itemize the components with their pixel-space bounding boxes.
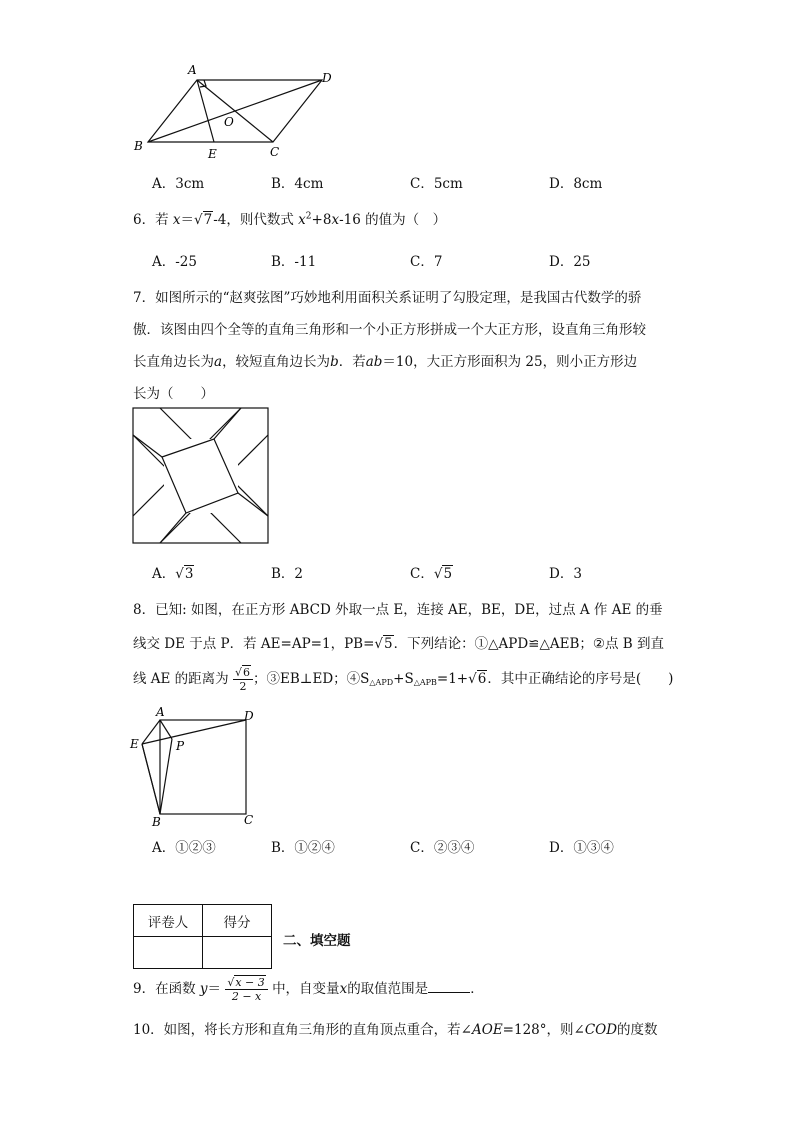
q7-option-a-label: A． [152, 566, 176, 582]
score-table-grader-cell[interactable] [134, 937, 203, 969]
q8-l2-b: ．下列结论：①△APD≌△AEB；②点 B 到直 [393, 636, 664, 652]
q5-option-b[interactable]: B．4cm [271, 176, 324, 192]
q7-option-c-label: C． [410, 566, 434, 582]
q6-equals: ＝ [180, 212, 195, 228]
segment-pb [160, 739, 172, 814]
q8-l2-a: 线交 DE 于点 P．若 AE=AP=1，PB= [133, 636, 375, 652]
q8-option-c[interactable]: C．②③④ [410, 840, 475, 856]
q9-equals: ＝ [207, 981, 222, 998]
q6-expr-rest: +8 [311, 212, 332, 228]
q8-option-d[interactable]: D．①③④ [549, 840, 614, 856]
q7-option-a[interactable]: A．√3 [152, 566, 194, 582]
q8-frac-den: 2 [239, 680, 247, 694]
q7-line-3 [133, 350, 637, 370]
label-c: C [270, 145, 280, 159]
q8-l3-c: +S [393, 671, 414, 688]
q10-post: 的度数 [617, 1022, 658, 1038]
q7-option-d[interactable]: D．3 [549, 566, 582, 582]
q8-l3-d: =1+ [436, 671, 469, 688]
q7-l3-c: ．若 [338, 354, 366, 370]
q8-sub-apd: △APD [369, 678, 394, 688]
leg-2 [214, 408, 241, 439]
q8-l3-b: ；③EB⊥ED；④S [253, 671, 370, 688]
q9-frac-num: x − 3 [235, 976, 265, 989]
q8-l3-a: 线 AE 的距离为 [133, 671, 229, 688]
leg-1 [133, 435, 162, 457]
q8-square-figure [128, 706, 263, 828]
q5-option-d[interactable]: D．8cm [549, 176, 603, 192]
q7-var-ab: ab [365, 354, 383, 370]
q10-stem [133, 1018, 658, 1038]
q9-end: ． [470, 981, 484, 998]
q9-pre: 9．在函数 [133, 981, 196, 998]
q8-l3-root: 6 [477, 671, 487, 688]
q9-answer-blank[interactable] [428, 980, 470, 993]
q7-option-c[interactable]: C．√5 [410, 566, 453, 582]
q9-mid: 中，自变量 [272, 981, 340, 998]
q6-stem [133, 208, 446, 228]
label-c: C [244, 813, 254, 827]
q8-fraction: $\frac{√6}{2}$ [233, 666, 253, 693]
q8-option-a[interactable]: A．①②③ [152, 840, 216, 856]
q6-sqrt-symbol: √ [194, 212, 203, 228]
label-a: A [188, 63, 197, 77]
q6-after-root: -4，则代数式 [213, 212, 294, 228]
leg-4 [160, 513, 186, 543]
q10-mid: =128°，则∠ [502, 1022, 585, 1038]
q7-option-c-root: 5 [443, 566, 453, 582]
q7-l3-d: ＝10，大正方形面积为 25，则小正方形边 [382, 354, 638, 370]
leg-3 [238, 493, 268, 516]
small-square-mask [164, 439, 238, 513]
q6-var-x: x [172, 212, 181, 228]
score-table-grader-header: 评卷人 [134, 905, 203, 937]
q5-parallelogram-figure [130, 62, 340, 162]
diagonal-ac [197, 80, 273, 142]
score-table-score-cell[interactable] [203, 937, 272, 969]
label-b: B [152, 815, 161, 828]
q8-sub-apb: △APB [413, 678, 437, 688]
q7-line-1: 7．如图所示的“赵爽弦图”巧妙地利用面积关系证明了勾股定理，是我国古代数学的骄 [133, 290, 642, 306]
q6-option-b[interactable]: B．-11 [271, 254, 317, 270]
score-table-score-header: 得分 [203, 905, 272, 937]
q9-stem [133, 976, 484, 1003]
q9-var-y: y [199, 981, 208, 998]
q6-radicand: 7 [203, 212, 213, 228]
label-b: B [134, 139, 143, 153]
q9-var-x: x [339, 981, 348, 998]
q7-var-a: a [214, 354, 223, 370]
q9-post: 的取值范围是 [347, 981, 429, 998]
q7-l3-b: ，较短直角边长为 [222, 354, 331, 370]
q8-frac-num: 6 [243, 666, 250, 679]
section-title: 二、填空题 [283, 933, 351, 949]
label-o: O [224, 115, 234, 129]
label-e: E [208, 147, 217, 161]
q7-option-a-root: 3 [184, 566, 194, 582]
q7-line-4: 长为（ ） [133, 386, 214, 402]
q6-var-x3: x [331, 212, 340, 228]
q10-pre: 10．如图，将长方形和直角三角形的直角顶点重合，若∠ [133, 1022, 472, 1038]
q6-option-c[interactable]: C．7 [410, 254, 443, 270]
q5-option-a[interactable]: A．3cm [152, 176, 205, 192]
segment-ap [160, 720, 172, 739]
q8-l3-e: ．其中正确结论的序号是( ) [487, 671, 674, 688]
q10-angle-cod: COD [584, 1022, 618, 1038]
q7-zhaoshuang-figure [132, 407, 270, 545]
square-abcd [160, 720, 246, 814]
q6-var-x2: x [298, 212, 306, 228]
q6-exponent: 2 [305, 211, 312, 222]
label-d: D [244, 709, 254, 723]
q6-pre: 若 [155, 212, 169, 228]
label-a: A [156, 706, 165, 719]
q7-line-2: 傲．该图由四个全等的直角三角形和一个小正方形拼成一个大正方形，设直角三角形较 [133, 322, 646, 338]
q7-option-b[interactable]: B．2 [271, 566, 304, 582]
q8-option-b[interactable]: B．①②④ [271, 840, 335, 856]
q6-option-d[interactable]: D．25 [549, 254, 591, 270]
score-table [133, 904, 272, 969]
q10-angle-aoe: AOE [472, 1022, 503, 1038]
q6-option-a[interactable]: A．-25 [152, 254, 197, 270]
q9-fraction: $\frac{√x - 3}{2 - x}$ [225, 976, 267, 1003]
q6-tail: -16 的值为（ ） [339, 212, 447, 228]
label-p: P [176, 739, 185, 753]
q8-line-3: 线 AE 的距离为 $\frac{√6}{2}$ ；③EB⊥ED；$④S_{\triangle APD}+S_{\triangle APB}=1+√6$．其中正确结论的序号是( ) [133, 666, 674, 694]
q5-option-c[interactable]: C．5cm [410, 176, 463, 192]
q7-l3-a: 长直角边长为 [133, 354, 214, 370]
segment-ae [197, 80, 214, 142]
q7-var-b: b [330, 354, 339, 370]
label-d: D [322, 71, 332, 85]
q8-line-1: 8．已知: 如图，在正方形 ABCD 外取一点 E，连接 AE，BE，DE，过点 A 作 AE 的垂 [133, 602, 663, 618]
q8-l2-root: 5 [384, 636, 393, 652]
q6-number: 6． [133, 212, 156, 228]
q8-line-2: 线交 DE 于点 P．若 AE=AP=1，PB=√5．下列结论：①△APD≌△AEB；②点 B 到直 [133, 636, 664, 652]
segment-ab-inner [142, 744, 160, 814]
q9-frac-den: 2 − x [231, 990, 262, 1004]
label-e: E [130, 737, 139, 751]
